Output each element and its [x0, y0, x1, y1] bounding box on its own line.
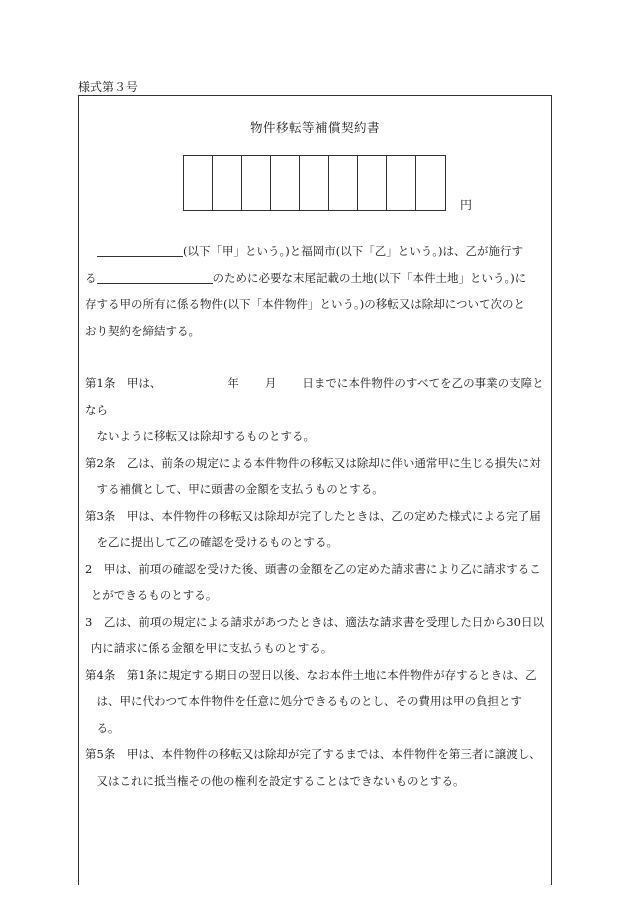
yen-label: 円 — [460, 198, 473, 212]
article-4-cont: は、甲に代わつて本件物件を任意に処分できるものとし、その費用は甲の負担とす — [96, 694, 522, 708]
preamble-line: 存する甲の所有に係る物件(以下「本件物件」という。)の移転又は除却について次のと — [85, 297, 525, 311]
amount-digit-cell[interactable] — [358, 156, 387, 210]
article-1-cont: ないように移転又は除却するものとする。 — [96, 429, 315, 443]
amount-digit-cell[interactable] — [329, 156, 358, 210]
party-name-blank[interactable] — [97, 242, 183, 257]
article-2-cont: する補償として、甲に頭書の金額を支払うものとする。 — [96, 482, 384, 496]
amount-box[interactable] — [183, 155, 446, 211]
amount-digit-cell[interactable] — [242, 156, 271, 210]
article-1: 第1条 甲は、 年 月 日までに本件物件のすべてを乙の事業の支障となら — [85, 376, 544, 417]
article-3-cont: を乙に提出して乙の確認を受けるものとする。 — [96, 535, 338, 549]
form-number: 様式第３号 — [78, 80, 139, 94]
article-5: 第5条 甲は、本件物件の移転又は除却が完了するまでは、本件物件を第三者に譲渡し、 — [85, 747, 541, 761]
document-title: 物件移転等補償契約書 — [249, 120, 380, 135]
project-name-blank[interactable] — [97, 269, 213, 284]
article-4-cont: る。 — [96, 720, 120, 735]
contract-body — [85, 238, 547, 794]
amount-digit-cell[interactable] — [271, 156, 300, 210]
amount-digit-cell[interactable] — [213, 156, 242, 210]
article-5-cont: 又はこれに抵当権その他の権利を設定することはできないものとする。 — [96, 773, 465, 788]
preamble-line: る のために必要な末尾記載の土地(以下「本件土地」という。)に — [85, 270, 527, 285]
preamble-line: (以下「甲」という。)と福岡市(以下「乙」という。)は、乙が施行す — [85, 238, 547, 265]
amount-digit-cell[interactable] — [184, 156, 213, 210]
article-3-para-3-cont: 内に請求に係る金額を甲に支払うものとする。 — [90, 641, 333, 655]
preamble-line: おり契約を締結する。 — [85, 323, 200, 338]
article-3-para-2: 2 甲は、前項の確認を受けた後、頭書の金額を乙の定めた請求書により乙に請求するこ — [85, 561, 541, 576]
article-3-para-3: 3 乙は、前項の規定による請求があつたときは、適法な請求書を受理した日から30日以 — [85, 614, 544, 629]
amount-digit-cell[interactable] — [387, 156, 416, 210]
contract-frame — [78, 95, 552, 885]
article-2: 第2条 乙は、前条の規定による本件物件の移転又は除却に伴い通常甲に生じる損失に対 — [85, 455, 541, 470]
article-3-para-2-cont: とができるものとする。 — [90, 588, 218, 602]
article-3: 第3条 甲は、本件物件の移転又は除却が完了したときは、乙の定めた様式による完了届 — [85, 508, 541, 523]
amount-digit-cell[interactable] — [300, 156, 329, 210]
amount-digit-cell[interactable] — [416, 156, 445, 210]
article-4: 第4条 第1条に規定する期日の翌日以後、なお本件土地に本件物件が存するときは、乙 — [85, 667, 537, 682]
